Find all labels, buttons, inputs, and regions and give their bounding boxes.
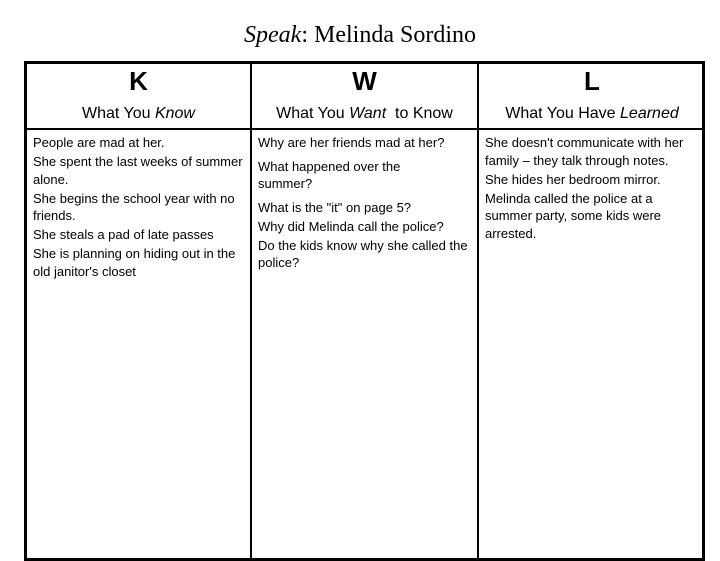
list-item: People are mad at her. [33, 135, 165, 150]
page-title [0, 22, 720, 49]
column-letter: L [584, 66, 600, 96]
subtitle-text: What You [276, 105, 350, 122]
cell-know [33, 134, 246, 282]
list-item: Why are her friends mad at her? [258, 135, 445, 150]
column-subtitle [27, 105, 250, 123]
kwl-table [24, 61, 705, 561]
list-item: Melinda called the police at a summer party, some kids were arrested. [485, 190, 662, 241]
list-item: She is planning on hiding out in the old janitor's closet [33, 246, 236, 279]
list-item: Do the kids know why she called the police? [258, 237, 468, 270]
column-letter: W [352, 66, 377, 96]
cell-learned [485, 134, 701, 244]
list-item: She hides her bedroom mirror. [485, 171, 661, 187]
list-item: She begins the school year with no friends. [33, 190, 235, 223]
subtitle-text: to Know [386, 105, 453, 122]
column-l [479, 64, 705, 558]
column-subtitle [479, 105, 705, 123]
subtitle-text: What You Have [505, 105, 621, 122]
title-book: Speak [244, 22, 302, 48]
subtitle-emphasis: Know [154, 105, 195, 122]
subtitle-emphasis: Want [349, 105, 387, 122]
subtitle-emphasis: Learned [620, 105, 679, 122]
list-item: She doesn't communicate with her family – they talk through notes. [485, 135, 684, 168]
column-k [27, 64, 250, 558]
subtitle-text: What You [82, 105, 155, 122]
title-rest: : Melinda Sordino [301, 22, 476, 48]
list-item: Why did Melinda call the police? [258, 218, 444, 234]
list-item: She steals a pad of late passes [33, 227, 214, 242]
column-w [252, 64, 477, 558]
list-item: What happened over the summer? [258, 158, 401, 191]
list-item: She spent the last weeks of summer alone. [33, 154, 243, 187]
column-subtitle [252, 105, 477, 123]
column-letter: K [129, 66, 148, 96]
cell-want [258, 134, 473, 278]
list-item: What is the "it" on page 5? [258, 199, 412, 215]
